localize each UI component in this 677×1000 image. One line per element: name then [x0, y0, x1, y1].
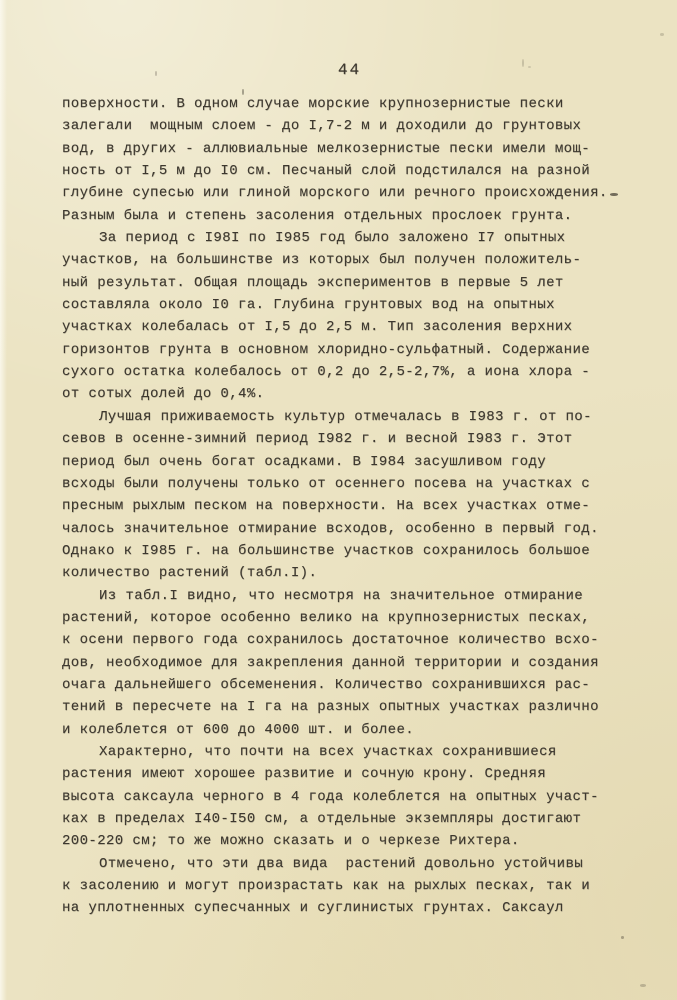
text-line: Лучшая приживаемость культур отмечалась в I983 г. от по-: [99, 408, 592, 425]
text-line: на уплотненных супесчанных и суглинистых грунтах. Саксаул: [62, 900, 564, 917]
text-line: поверхности. В одном случае морские крупнозернистые пески: [62, 96, 564, 112]
paragraph: [62, 406, 637, 585]
scan-artifact: [610, 193, 618, 196]
text-line: участков, на большинстве из которых был получен положитель-: [62, 252, 582, 269]
text-line: ках в пределах I40-I50 см, а отдельные экземпляры достигают: [62, 811, 582, 827]
text-block: [62, 93, 637, 920]
text-line: ный результат. Общая площадь экспериментов в первые 5 лет: [62, 274, 564, 291]
text-line: участках колебалась от I,5 до 2,5 м. Тип засоления верхних: [62, 319, 573, 336]
text-line: тений в пересчете на I га на разных опытных участках различно: [62, 699, 599, 716]
text-line: глубине супесью или глиной морского или речного происхождения.: [62, 185, 608, 202]
text-line: период был очень богат осадками. В I984 засушливом году: [62, 453, 547, 470]
text-line: сухого остатка колебалось от 0,2 до 2,5-2,7%, а иона хлора -: [62, 364, 591, 381]
text-line: количество растений (табл.I).: [62, 565, 318, 582]
text-line: 200-220 см; то же можно сказать и о черкезе Рихтера.: [62, 833, 520, 850]
scan-artifact: [660, 33, 664, 36]
scan-artifact: [155, 71, 157, 76]
text-line: залегали мощным слоем - до I,7-2 м и доходили до грунтовых: [62, 118, 582, 135]
scan-artifact: [522, 59, 524, 67]
text-line: ность от I,5 м до I0 см. Песчаный слой подстилался на разной: [62, 163, 591, 180]
text-line: Из табл.I видно, что несмотря на значительное отмирание: [99, 587, 584, 604]
paragraph: [62, 585, 637, 741]
text-line: Характерно, что почти на всех участках сохранившиеся: [99, 743, 557, 760]
text-line: и колеблется от 600 до 4000 шт. и более.: [62, 721, 415, 738]
text-line: дов, необходимое для закрепления данной территории и создания: [62, 654, 599, 671]
text-line: Разным была и степень засоления отдельных прослоек грунта.: [62, 207, 573, 224]
paragraph: [62, 741, 637, 853]
text-line: к осени первого года сохранилось достаточное количество всхо-: [62, 632, 599, 649]
text-line: растений, которое особенно велико на крупнозернистых песках,: [62, 609, 591, 626]
text-line: вод, в других - аллювиальные мелкозернистые пески имели мощ-: [62, 140, 591, 157]
text-line: высота саксаула черного в 4 года колеблется на опытных участ-: [62, 788, 599, 805]
page-number: 44: [337, 61, 362, 79]
paragraph: [62, 853, 637, 920]
text-line: горизонтов грунта в основном хлоридно-сульфатный. Содержание: [62, 341, 591, 358]
text-line: всходы были получены только от осеннего посева на участках с: [62, 475, 591, 492]
scan-artifact: [640, 984, 646, 987]
scan-artifact: [621, 936, 624, 939]
text-line: пресным рыхлым песком на поверхности. На всех участках отме-: [62, 498, 591, 515]
text-line: За период с I98I по I985 год было заложено I7 опытных: [99, 230, 566, 247]
text-line: от сотых долей до 0,4%.: [62, 386, 265, 403]
text-line: Однако к I985 г. на большинстве участков сохранилось большое: [62, 542, 591, 559]
scan-artifact: [242, 89, 244, 95]
text-line: составляла около I0 га. Глубина грунтовых вод на опытных: [62, 297, 555, 314]
paragraph: [62, 227, 637, 406]
text-line: очага дальнейшего обсеменения. Количество сохранившихся рас-: [62, 676, 591, 693]
text-line: чалось значительное отмирание всходов, особенно в первый год.: [62, 520, 599, 537]
text-line: севов в осенне-зимний период I982 г. и весной I983 г. Этот: [62, 431, 573, 448]
text-line: растения имеют хорошее развитие и сочную крону. Средняя: [62, 766, 547, 783]
paragraph: [62, 93, 637, 227]
scan-artifact: [528, 66, 531, 68]
text-line: Отмечено, что эти два вида растений довольно устойчивы: [99, 855, 584, 872]
text-line: к засолению и могут произрастать как на рыхлых песках, так и: [62, 878, 591, 895]
